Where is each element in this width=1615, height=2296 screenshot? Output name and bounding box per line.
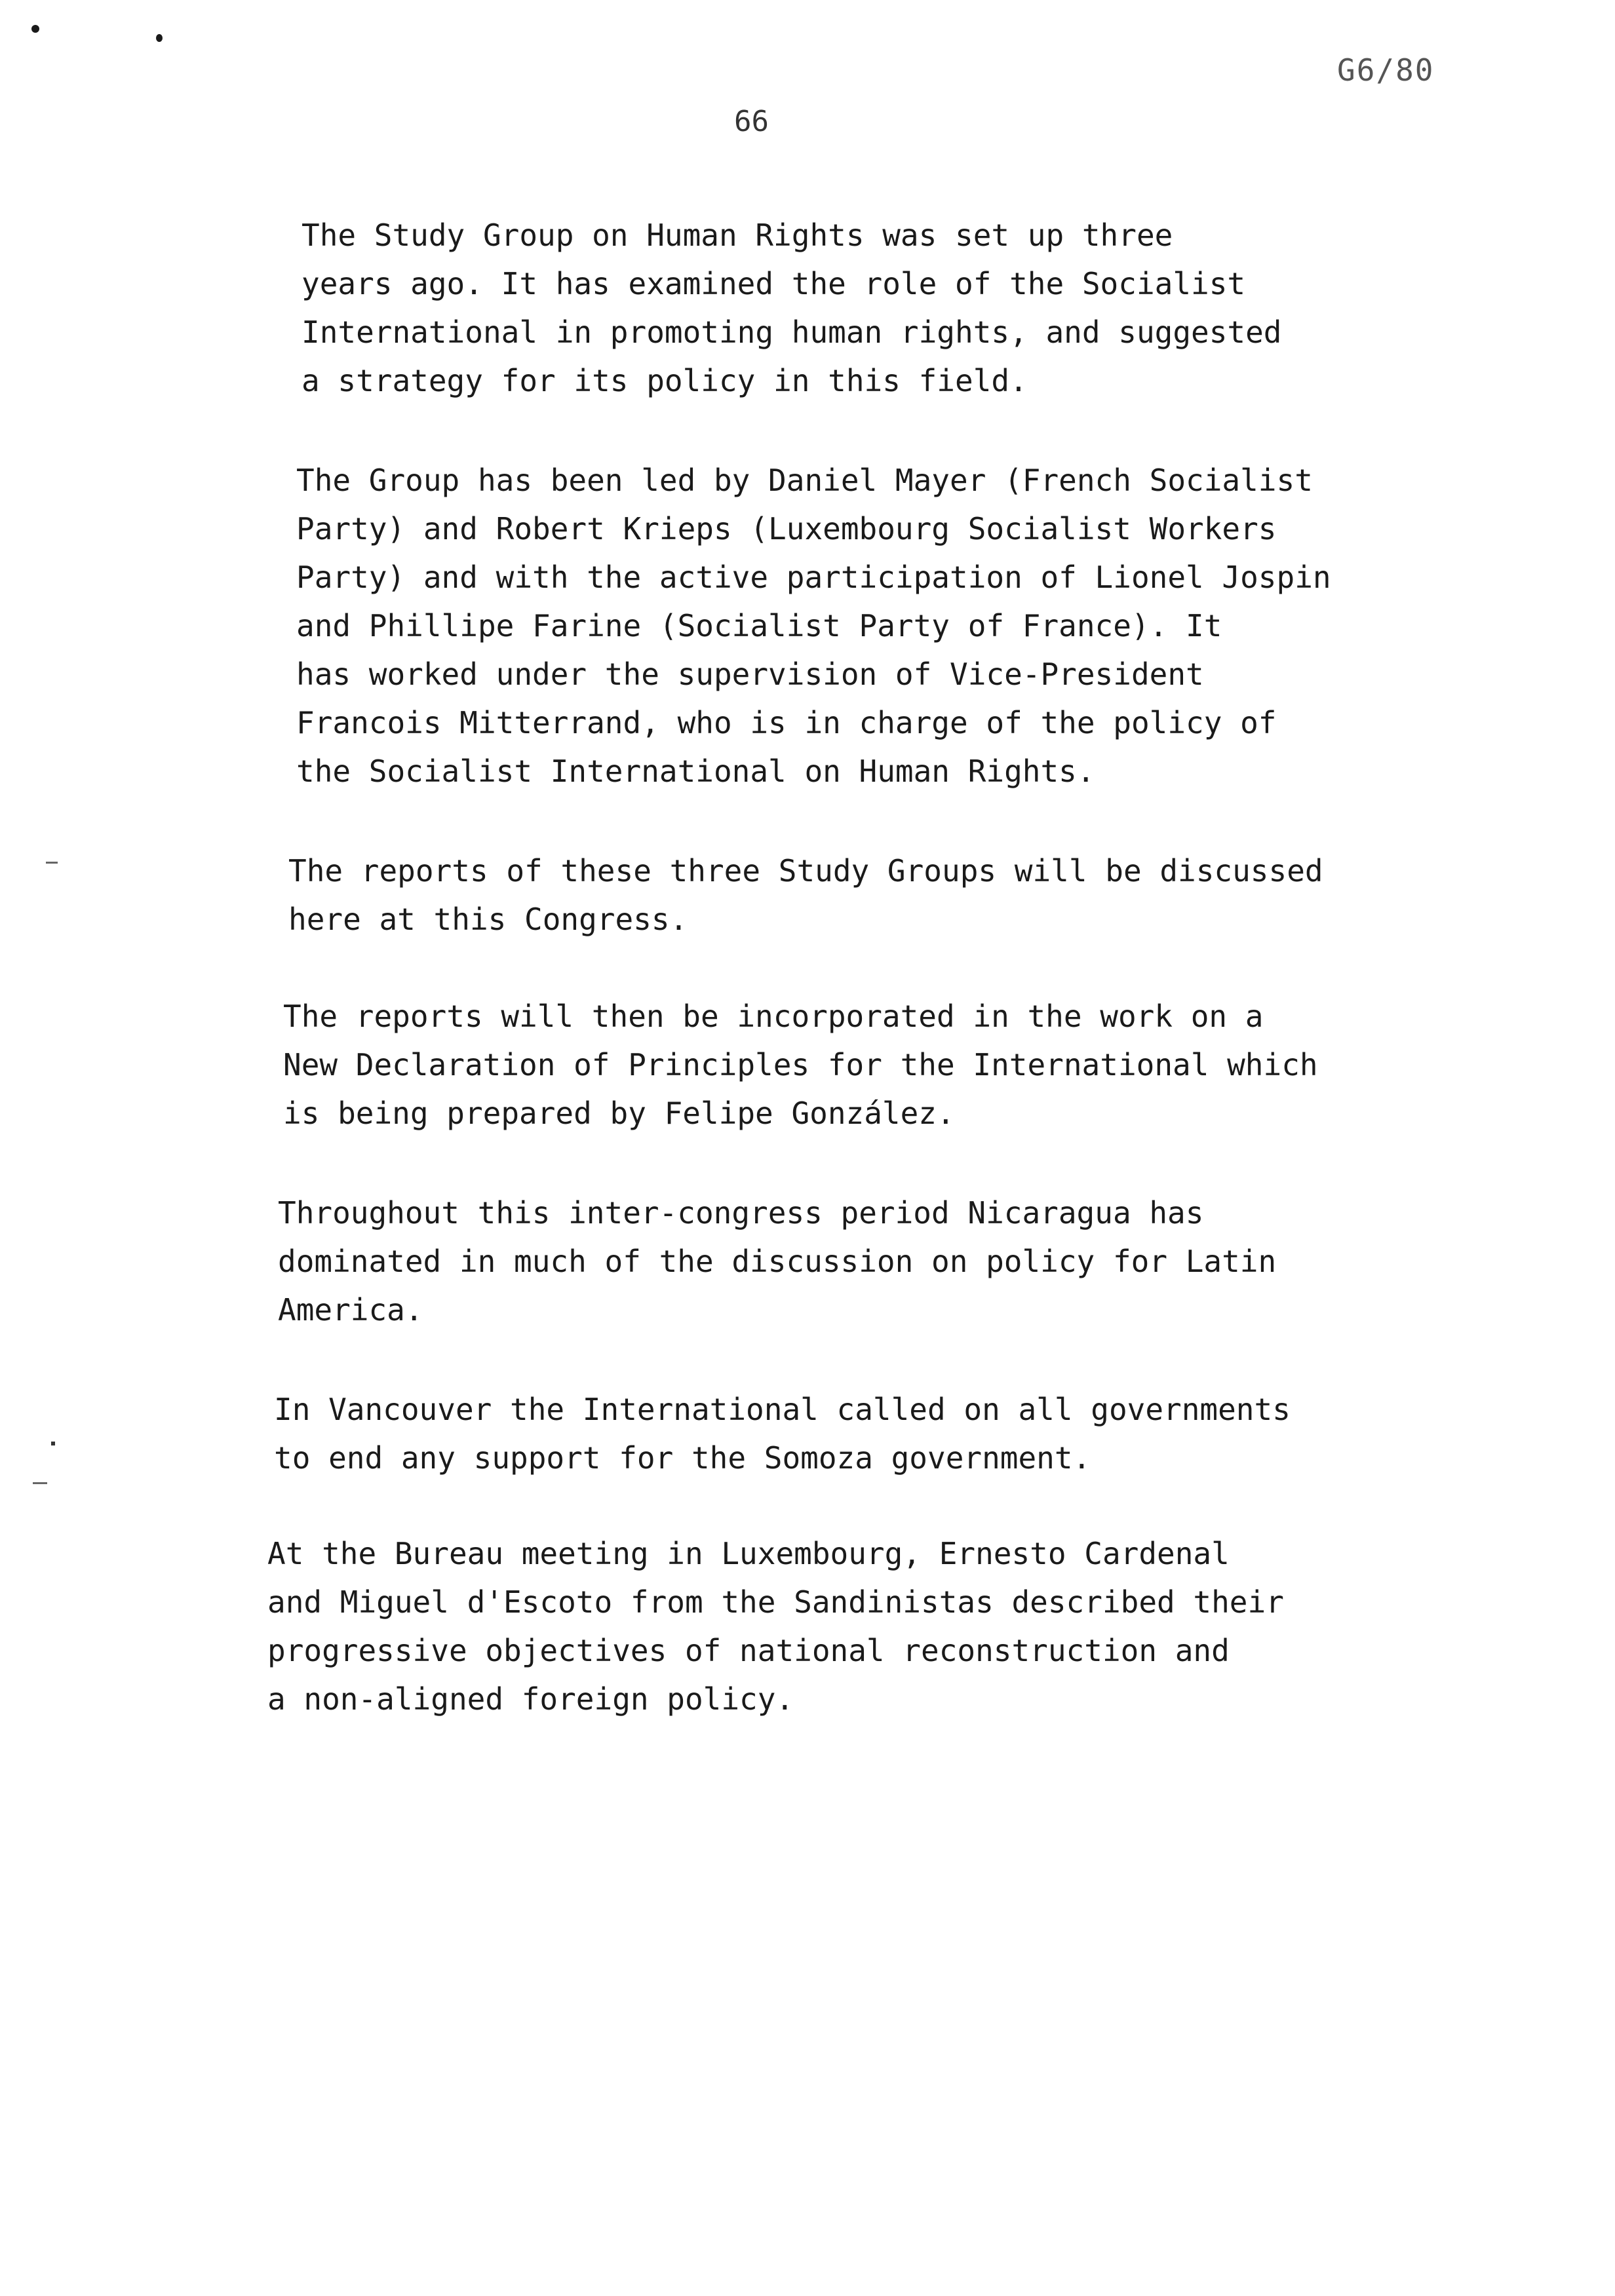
text-line: here at this Congress. — [288, 902, 688, 937]
paragraph — [288, 847, 1455, 944]
document-reference: G6/80 — [1337, 52, 1435, 88]
text-line: to end any support for the Somoza government. — [274, 1440, 1091, 1476]
text-line: progressive objectives of national reconstruction and — [267, 1633, 1230, 1668]
text-line: New Declaration of Principles for the International which — [283, 1047, 1318, 1082]
paragraph — [283, 992, 1450, 1138]
paragraph — [274, 1385, 1441, 1482]
text-line: Party) and Robert Krieps (Luxembourg Socialist Workers — [296, 511, 1277, 546]
margin-mark — [33, 1482, 47, 1484]
scan-speck — [31, 25, 39, 33]
text-line: The reports of these three Study Groups will be discussed — [288, 853, 1323, 889]
text-line: the Socialist International on Human Rights. — [296, 754, 1095, 789]
text-line: International in promoting human rights, and suggested — [302, 315, 1282, 350]
text-line: a non-aligned foreign policy. — [267, 1681, 794, 1717]
text-line: Party) and with the active participation of Lionel Jospin — [296, 560, 1331, 595]
text-line: and Miguel d'Escoto from the Sandinistas described their — [267, 1584, 1284, 1620]
text-line: a strategy for its policy in this field. — [302, 363, 1028, 398]
text-line: is being prepared by Felipe González. — [283, 1096, 955, 1131]
text-line: Francois Mitterrand, who is in charge of the policy of — [296, 705, 1277, 740]
margin-mark — [51, 1442, 55, 1445]
paragraph — [302, 211, 1468, 405]
text-line: At the Bureau meeting in Luxembourg, Ernesto Cardenal — [267, 1536, 1230, 1571]
text-line: and Phillipe Farine (Socialist Party of France). It — [296, 608, 1222, 643]
paragraph — [278, 1189, 1445, 1334]
paragraph — [296, 456, 1463, 795]
text-line: Throughout this inter-congress period Nicaragua has — [278, 1195, 1204, 1231]
text-line: The Group has been led by Daniel Mayer (French Socialist — [296, 463, 1313, 498]
scan-speck — [156, 34, 163, 42]
text-line: dominated in much of the discussion on policy for Latin — [278, 1244, 1277, 1279]
text-line: The reports will then be incorporated in the work on a — [283, 999, 1264, 1034]
page-number: 66 — [734, 105, 769, 138]
text-line: In Vancouver the International called on all governments — [274, 1392, 1291, 1427]
text-line: America. — [278, 1292, 423, 1328]
text-line: The Study Group on Human Rights was set up three — [302, 218, 1173, 253]
text-line: years ago. It has examined the role of the Socialist — [302, 266, 1246, 301]
margin-mark — [46, 862, 58, 864]
text-line: has worked under the supervision of Vice-President — [296, 657, 1204, 692]
paragraph — [267, 1529, 1434, 1723]
